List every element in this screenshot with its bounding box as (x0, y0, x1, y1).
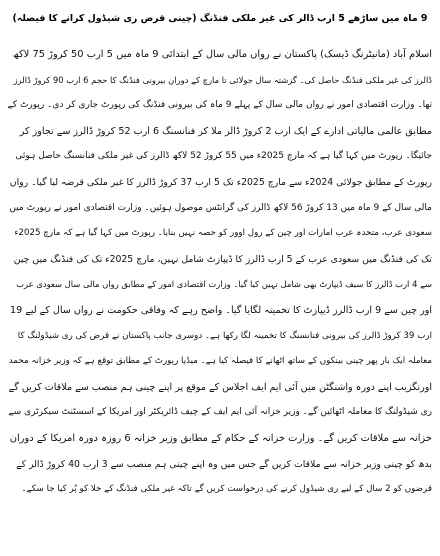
article-line: ارب 39 کروڑ ڈالرز کی بیرونی فنانسنگ کا تخمینہ لگا رکھا ہے۔ دوسری جانب پاکستان نے قرض کی ری شیڈولنگ کا (17, 330, 432, 341)
article-line: مطابق عالمی مالیاتی ادارے کے ایک ارب 2 کروڑ ڈالر ملا کر فنانسنگ 6 ارب 52 کروڑ ڈالرز سے تجاوز کر (19, 125, 432, 137)
article-line: ری شیڈولنگ کا معاملہ اٹھائیں گے۔ وزیر خزانہ آئی ایم ایف کے چیف ڈائریکٹر اور امریکا کے اسسٹنٹ سیکرٹری سے (8, 407, 432, 418)
article-line: جائیگا۔ رپورٹ میں کہا گیا ہے کہ مارچ 2025ء میں 55 کروڑ 52 لاکھ ڈالرز کی غیر ملکی فنانسنگ حاصل ہوئی (15, 151, 432, 162)
article-line: مالی سال کے 9 ماہ میں 13 کروڑ 56 لاکھ ڈالرز کی گرانٹس موصول ہوئیں۔ وزارت اقتصادی امور نے رپورٹ میں (9, 202, 432, 213)
article-line: رپورٹ کے مطابق جولائی 2024ء سے مارچ 2025ء تک 5 ارب 37 کروڑ ڈالرز کا غیر ملکی قرضہ لیا گیا۔ رواں (9, 176, 432, 188)
article-line: تک کی فنڈنگ میں سعودی عرب کے 5 ارب ڈالرز کا ڈیپازٹ شامل نہیں، مارچ 2025ء تک کی فنڈنگ میں چین (13, 253, 432, 265)
article-body (8, 42, 432, 503)
article-line: معاملہ ایک بار پھر چینی بینکوں کے ساتھ اٹھانے کا فیصلہ کیا ہے۔ میڈیا رپورٹ کے مطابق توقع ہے کہ وزیر خزانہ محمد (8, 356, 432, 367)
article-line: تھا۔ وزارت اقتصادی امور نے رواں مالی سال کے پہلے 9 ماہ کی بیرونی فنڈنگ کی رپورٹ جاری کر دی۔ رپورٹ کے (8, 100, 432, 111)
article-line: ڈالرز کی غیر ملکی فنڈنگ حاصل کی۔ گزشتہ سال جولائی تا مارچ کے دوران بیرونی فنڈنگ کا حجم 6 ارب 90 کروڑ ڈالرز (13, 74, 432, 85)
article-line: اور چین سے 9 ارب ڈالرز ڈیپازٹ کا تخمینہ لگایا گیا۔ واضح رہے کہ وفاقی حکومت نے رواں سال کے لیے 19 (9, 304, 432, 316)
article-line: خزانہ سے ملاقات کریں گے۔ وزارت خزانہ کے حکام کے مطابق وزیر خزانہ 6 روزہ دورہ امریکا کے دوران (9, 432, 432, 444)
article-line: سعودی عرب، متحدہ عرب امارات اور چین کے رول اوور کو حصہ نہیں بنایا۔ رپورٹ میں کہا گیا ہے کہ مارچ 2025ء (14, 228, 432, 239)
article-line: اسلام آباد (مانیٹرنگ ڈیسک) پاکستان نے رواں مالی سال کے ابتدائی 9 ماہ میں 5 ارب 50 کروڑ 75 لاکھ (12, 49, 432, 60)
article-line: اورنگزیب اپنے دورہ واشنگٹن میں آئی ایم ایف اجلاس کے موقع پر اپنے چینی ہم منصب سے ملاقات کریں گے (8, 381, 432, 393)
article-line: بدھ کو چینی وزیر خزانہ سے ملاقات کریں گے جس میں وہ اپنے چینی ہم منصب سے 3 ارب 40 کروڑ ڈالر کے (16, 458, 432, 470)
article-line: قرضوں کو 2 سال کے لیے ری شیڈول کرنے کی درخواست کریں گے تاکہ غیر ملکی فنڈنگ کے خلا کو پُر کیا جا سکے۔ (21, 484, 432, 495)
article-line: سے 4 ارب ڈالرز کا سیف ڈیپازٹ بھی شامل نہیں کیا گیا۔ وزارت اقتصادی امور کے مطابق رواں مالی سال سعودی عرب (16, 279, 432, 290)
article-headline: 9 ماہ میں ساڑھے 5 ارب ڈالر کی غیر ملکی فنڈنگ (چینی قرض ری شیڈول کرانے کا فیصلہ) (12, 13, 428, 24)
